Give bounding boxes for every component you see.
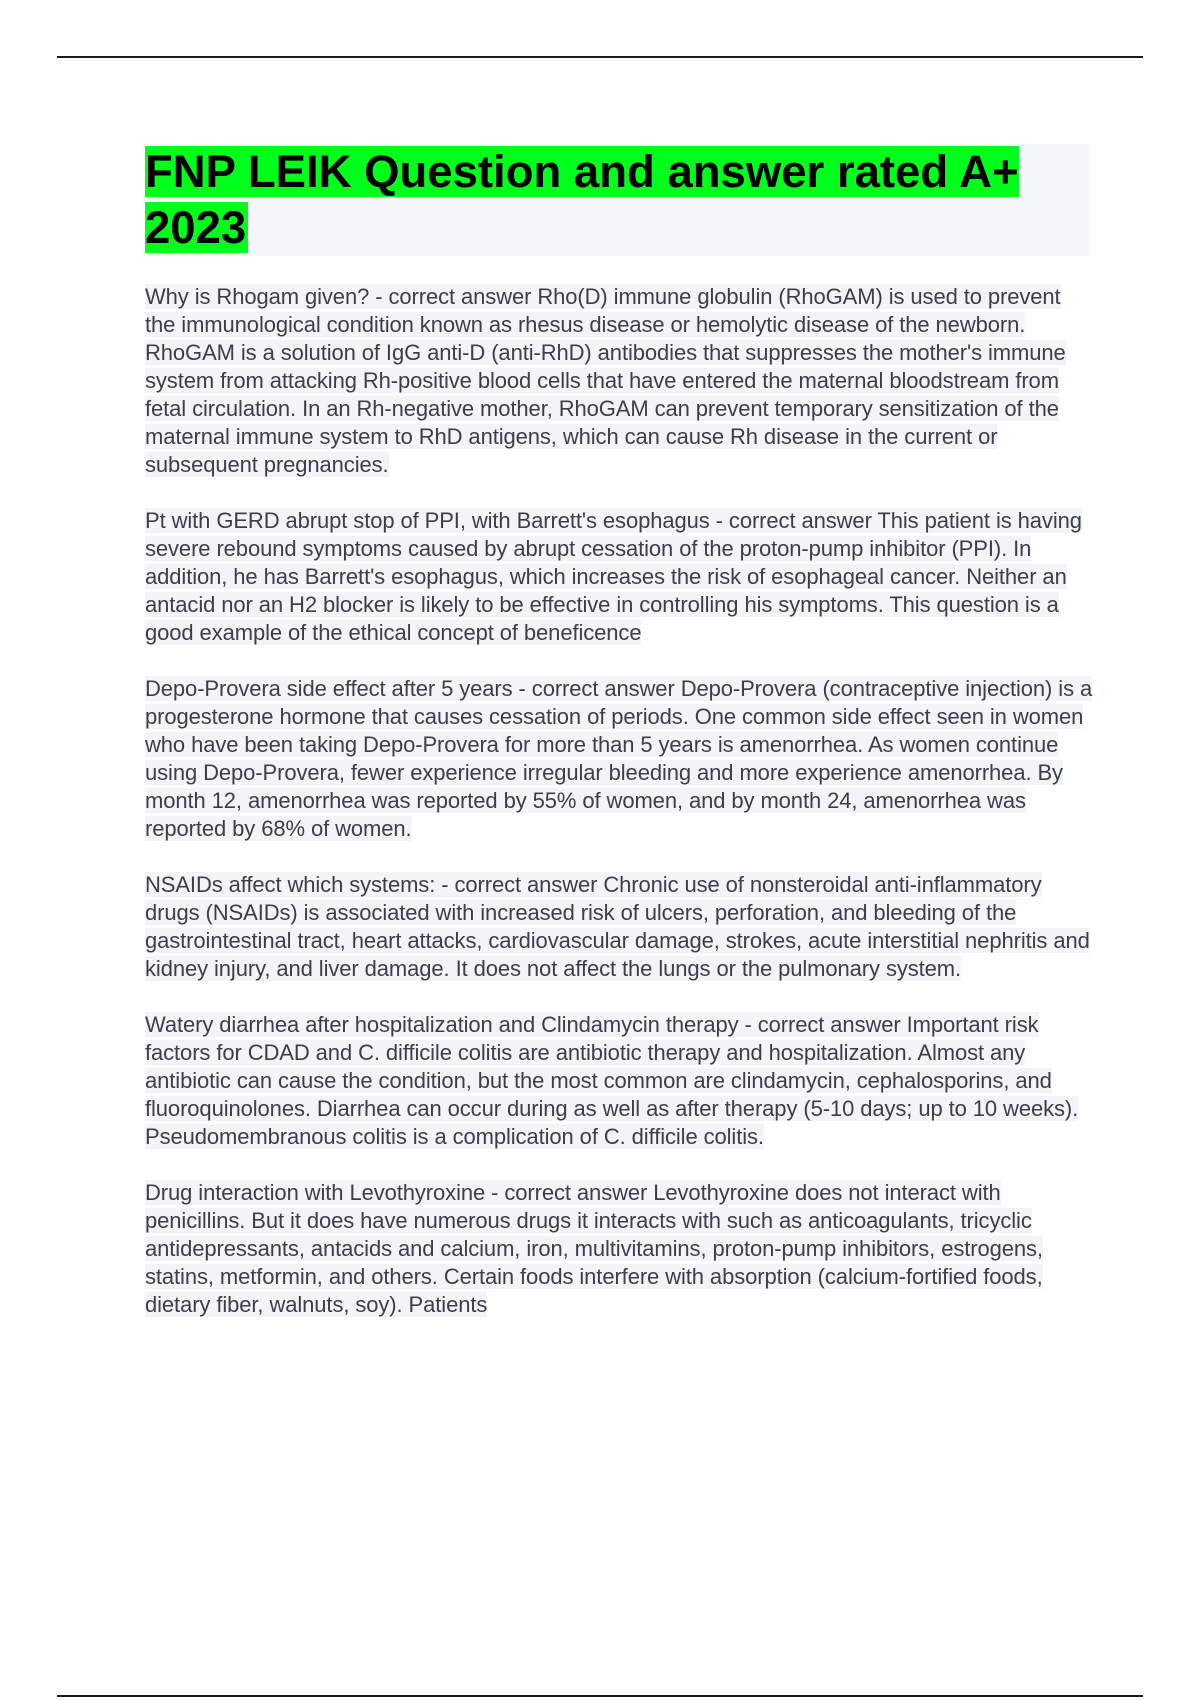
footer-rule xyxy=(57,1695,1143,1697)
qa-question: Watery diarrhea after hospitalization and Clindamycin therapy xyxy=(145,1012,739,1037)
header-rule xyxy=(57,56,1143,58)
qa-answer: Chronic use of nonsteroidal anti-inflammatory drugs (NSAIDs) is associated with increased risk of ulcers, perforation, and bleeding of the gastrointestinal tract, heart attacks, cardiovascular damage, strokes, acute interstitial nephritis and kidney injury, and liver damage. It does not affect the lungs or the pulmonary system. xyxy=(145,872,1090,981)
qa-answer: Levothyroxine does not interact with penicillins. But it does have numerous drugs it interacts with such as anticoagulants, tricyclic antidepressants, antacids and calcium, iron, multivitamins, proton-pump inhibitors, estrogens, statins, metformin, and others. Certain foods interfere with absorption (calcium-fortified foods, dietary fiber, walnuts, soy). Patients xyxy=(145,1180,1043,1317)
qa-list xyxy=(145,283,1095,1347)
qa-answer: Depo-Provera (contraceptive injection) is a progesterone hormone that causes cessation of periods. One common side effect seen in women who have been taking Depo-Provera for more than 5 years is amenorrhea. As women continue using Depo-Provera, fewer experience irregular bleeding and more experience amenorrhea. By month 12, amenorrhea was reported by 55% of women, and by month 24, amenorrhea was reported by 68% of women. xyxy=(145,676,1093,841)
qa-item-nsaids xyxy=(145,871,1095,983)
qa-question: NSAIDs affect which systems: xyxy=(145,872,436,897)
qa-separator: - correct answer xyxy=(435,872,604,897)
qa-item-rhogam xyxy=(145,283,1095,479)
qa-question: Pt with GERD abrupt stop of PPI, with Barrett's esophagus xyxy=(145,508,710,533)
qa-separator: - correct answer xyxy=(709,508,878,533)
page-title-block xyxy=(145,144,1089,256)
qa-separator: - correct answer xyxy=(485,1180,654,1205)
qa-answer: Important risk factors for CDAD and C. difficile colitis are antibiotic therapy and hospitalization. Almost any antibiotic can cause the condition, but the most common are clindamycin, cephalosporins, and fluoroquinolones. Diarrhea can occur during as well as after therapy (5-10 days; up to 10 weeks). Pseudomembranous colitis is a complication of C. difficile colitis. xyxy=(145,1012,1079,1149)
qa-question: Drug interaction with Levothyroxine xyxy=(145,1180,486,1205)
qa-item-levothyroxine xyxy=(145,1179,1095,1319)
page-title: FNP LEIK Question and answer rated A+ 2023 xyxy=(145,146,1019,253)
qa-item-depo-provera xyxy=(145,675,1095,843)
qa-separator: - correct answer xyxy=(738,1012,907,1037)
qa-question: Why is Rhogam given? xyxy=(145,284,370,309)
qa-answer: Rho(D) immune globulin (RhoGAM) is used to prevent the immunological condition known as rhesus disease or hemolytic disease of the newborn. RhoGAM is a solution of IgG anti-D (anti-RhD) antibodies that suppresses the mother's immune system from attacking Rh-positive blood cells that have entered the maternal bloodstream from fetal circulation. In an Rh-negative mother, RhoGAM can prevent temporary sensitization of the maternal immune system to RhD antigens, which can cause Rh disease in the current or subsequent pregnancies. xyxy=(145,284,1066,477)
qa-question: Depo-Provera side effect after 5 years xyxy=(145,676,513,701)
qa-answer: This patient is having severe rebound symptoms caused by abrupt cessation of the proton-pump inhibitor (PPI). In addition, he has Barrett's esophagus, which increases the risk of esophageal cancer. Neither an antacid nor an H2 blocker is likely to be effective in controlling his symptoms. This question is a good example of the ethical concept of beneficence xyxy=(145,508,1082,645)
qa-separator: - correct answer xyxy=(369,284,538,309)
qa-item-gerd xyxy=(145,507,1095,647)
qa-item-clindamycin xyxy=(145,1011,1095,1151)
qa-separator: - correct answer xyxy=(512,676,681,701)
